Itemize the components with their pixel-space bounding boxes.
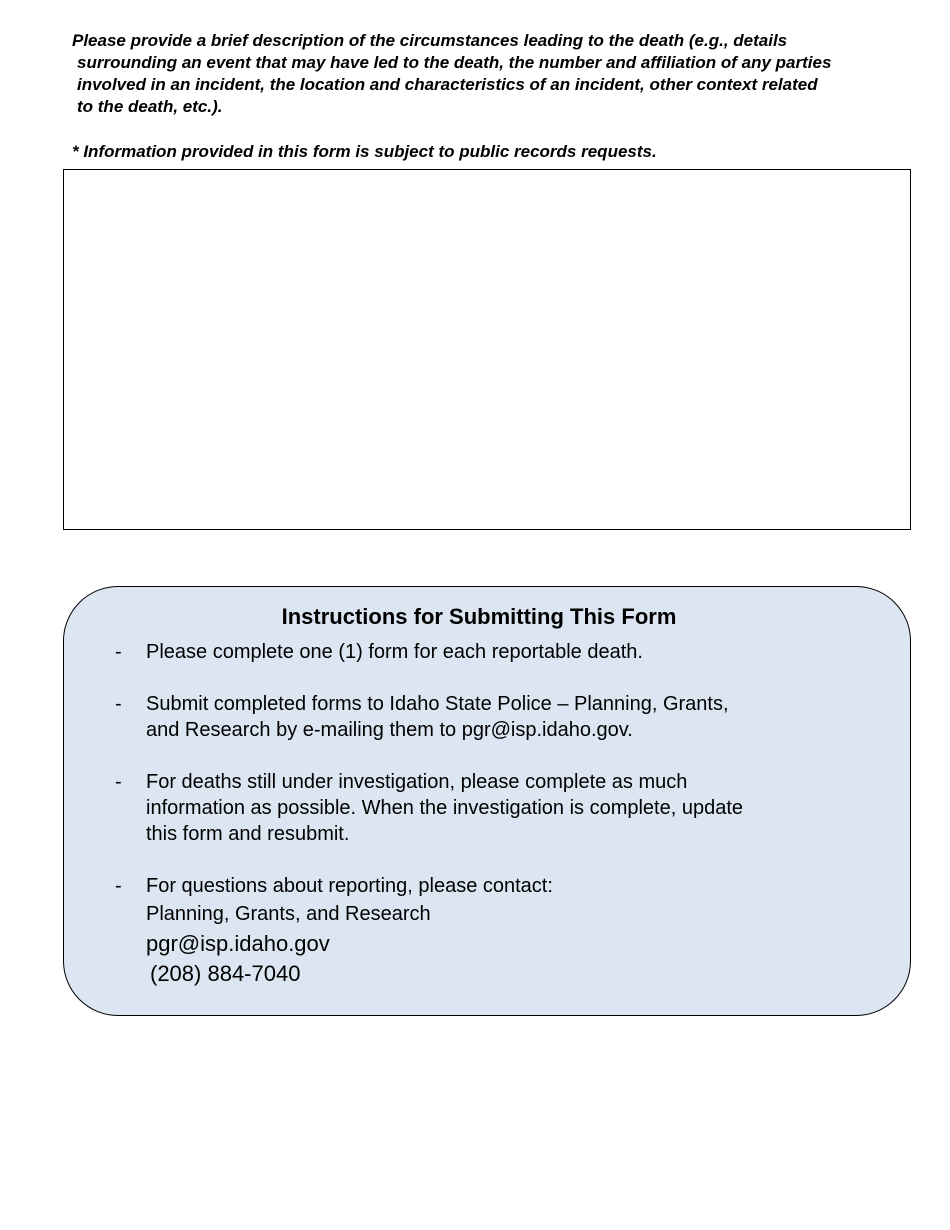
instruction-line: and Research by e-mailing them to pgr@isp.idaho.gov. <box>146 719 633 741</box>
bullet-dash: - <box>115 641 122 663</box>
intro-line: involved in an incident, the location and characteristics of an incident, other context related <box>77 75 818 94</box>
description-field-box <box>63 169 911 530</box>
instruction-line: Please complete one (1) form for each reportable death. <box>146 641 643 663</box>
contact-email-link[interactable]: pgr@isp.idaho.gov <box>146 931 330 956</box>
instruction-line: Planning, Grants, and Research <box>146 903 431 925</box>
contact-phone: (208) 884-7040 <box>150 961 301 986</box>
description-input[interactable] <box>64 170 910 529</box>
intro-line: to the death, etc.). <box>77 97 223 116</box>
instruction-line: Submit completed forms to Idaho State Police – Planning, Grants, <box>146 693 729 715</box>
bullet-dash: - <box>115 771 122 793</box>
instruction-line: this form and resubmit. <box>146 823 350 845</box>
instructions-title: Instructions for Submitting This Form <box>281 604 677 629</box>
instruction-line: For deaths still under investigation, please complete as much <box>146 771 688 793</box>
intro-line: surrounding an event that may have led to the death, the number and affiliation of any parties <box>77 53 832 72</box>
instruction-line: information as possible. When the investigation is complete, update <box>146 797 744 819</box>
bullet-dash: - <box>115 693 122 715</box>
bullet-dash: - <box>115 875 122 897</box>
instruction-line: For questions about reporting, please contact: <box>146 875 553 897</box>
intro-line: Please provide a brief description of the circumstances leading to the death (e.g., details <box>72 31 788 50</box>
public-records-note: * Information provided in this form is subject to public records requests. <box>72 142 657 161</box>
